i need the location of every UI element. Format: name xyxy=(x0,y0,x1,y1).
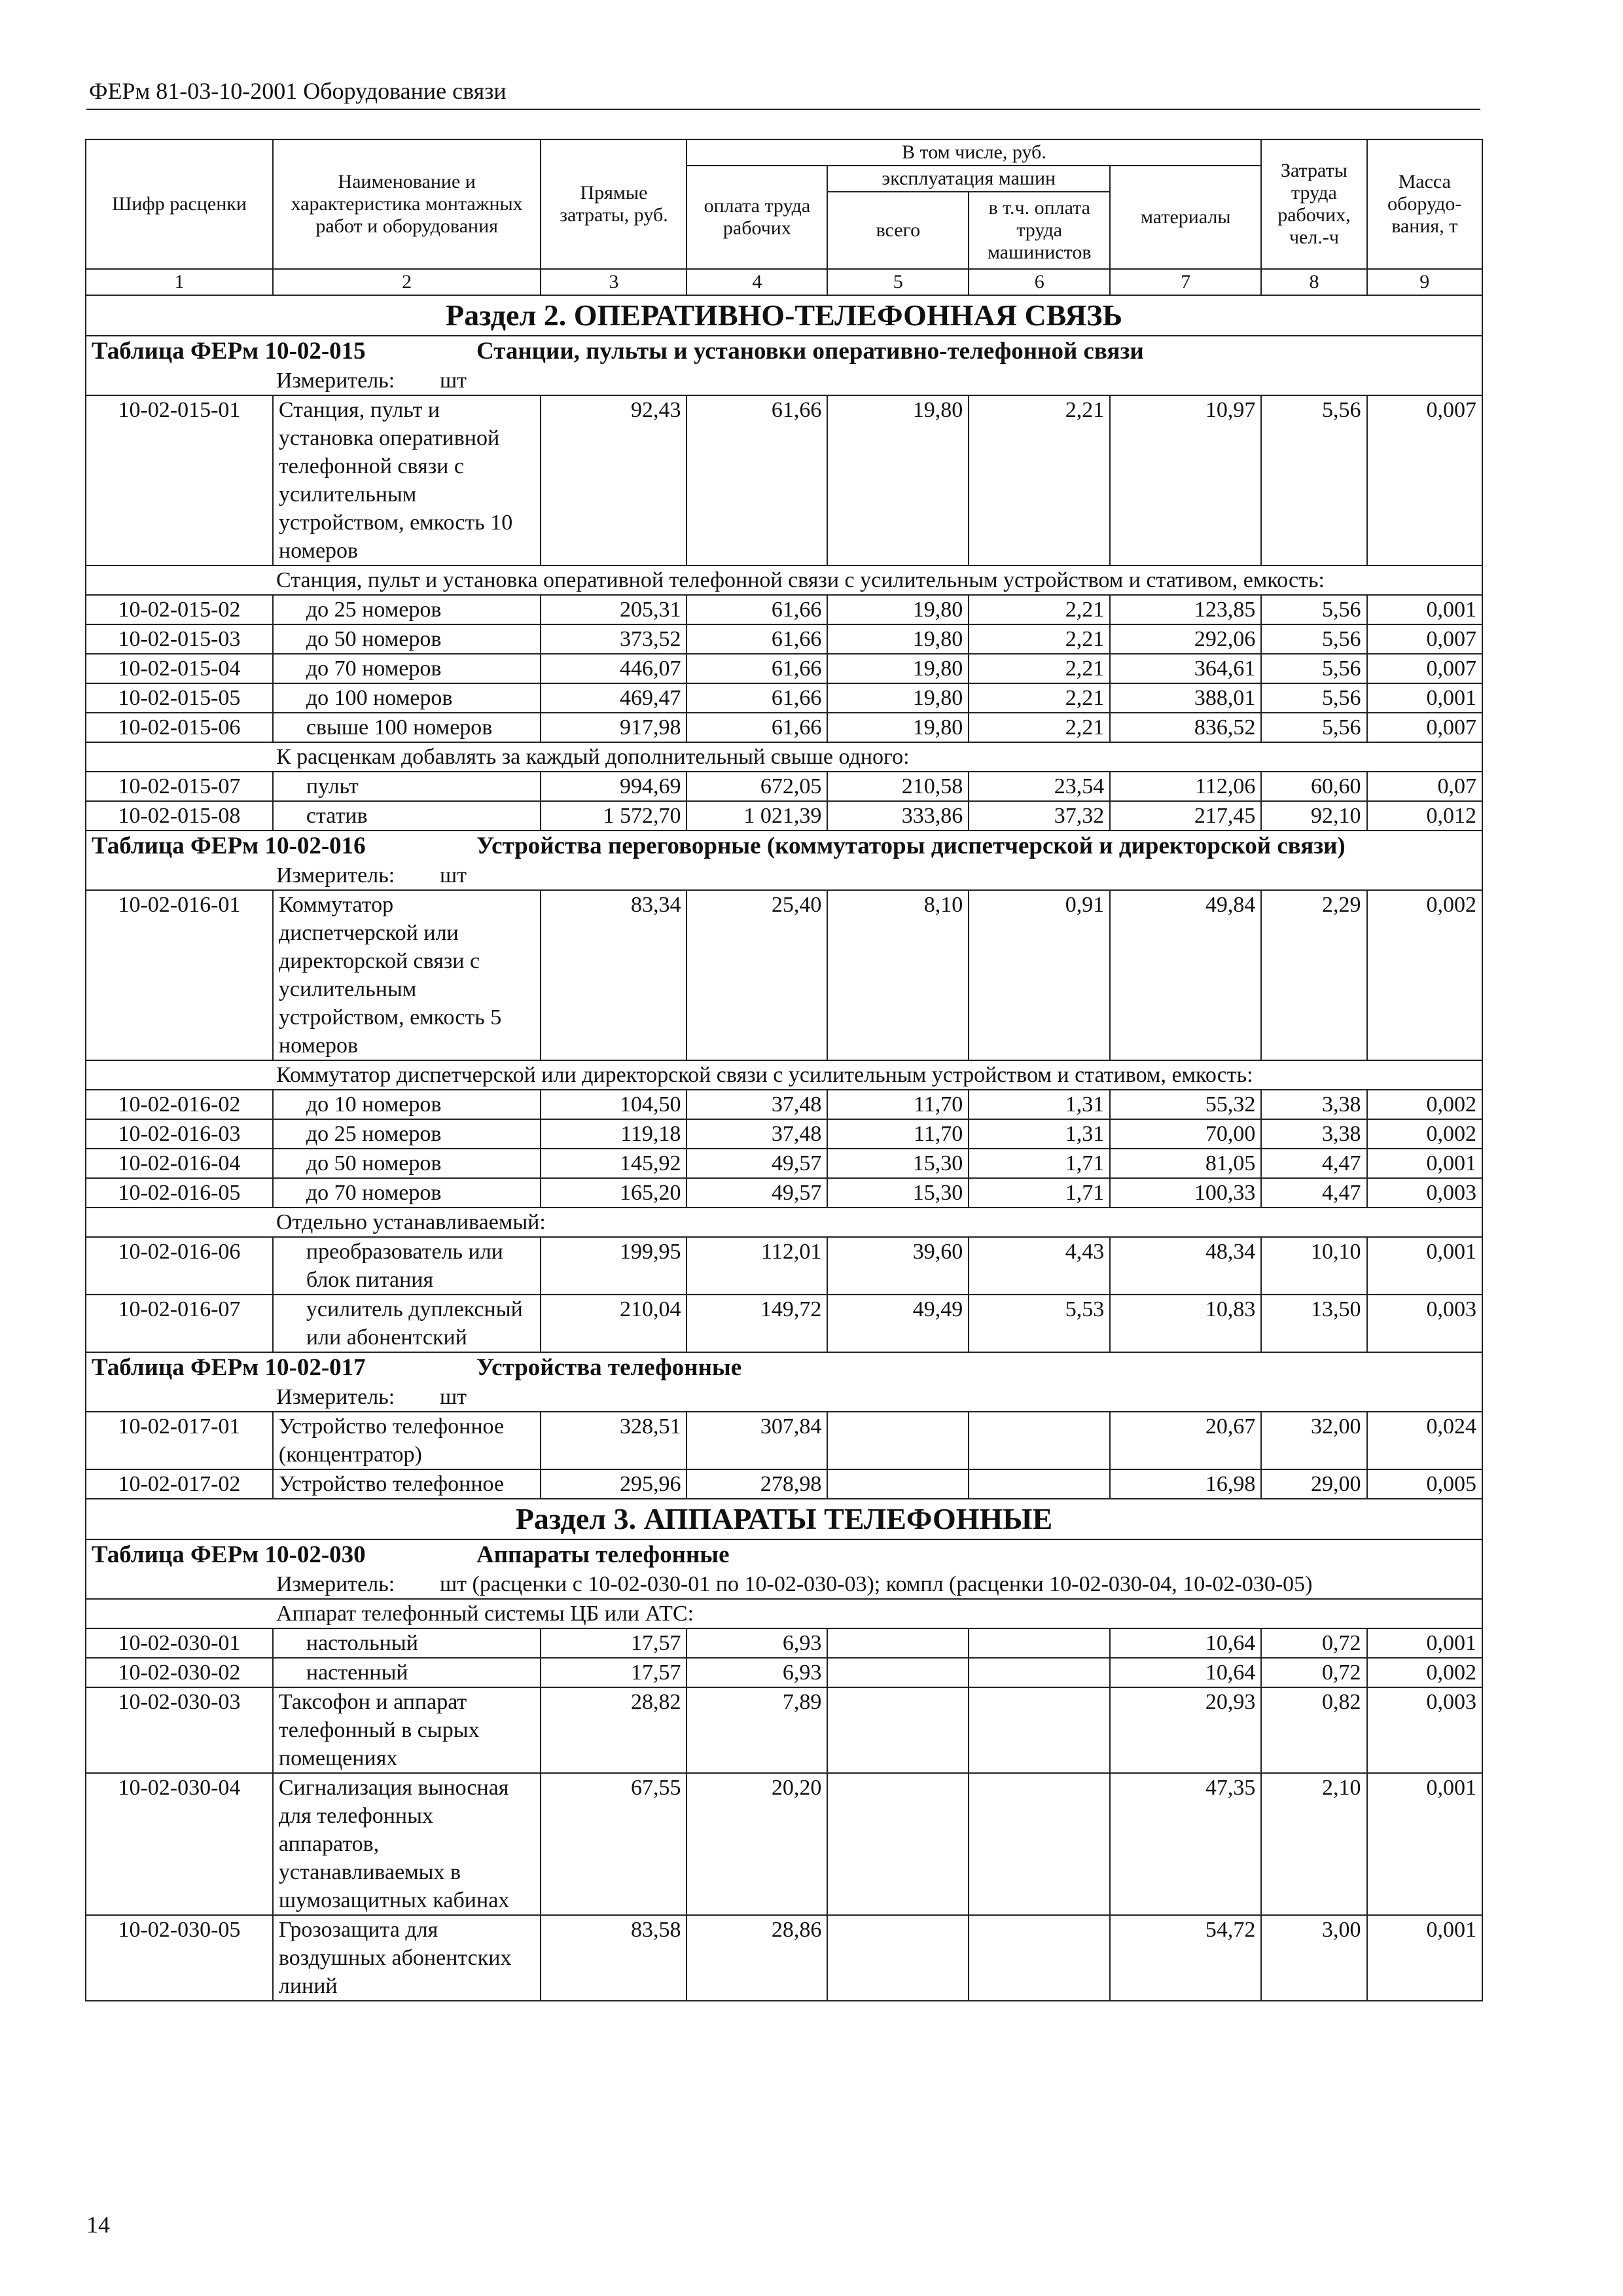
rate-name: до 70 номеров xyxy=(273,1178,541,1208)
direct-costs: 119,18 xyxy=(541,1119,687,1149)
machines-total: 15,30 xyxy=(827,1149,969,1178)
operator-pay xyxy=(969,1658,1110,1687)
table-description: Аппараты телефонные xyxy=(476,1541,730,1568)
col-number: 6 xyxy=(969,269,1110,295)
labor-cost: 60,60 xyxy=(1261,772,1366,801)
unit-value: шт (расценки с 10-02-030-01 по 10-02-030-03); компл (расценки 10-02-030-04, 10-02-030-05) xyxy=(440,1572,1313,1596)
machines-total: 19,80 xyxy=(827,713,969,742)
materials: 55,32 xyxy=(1110,1090,1261,1119)
table-row xyxy=(86,1412,1482,1469)
table-row xyxy=(86,1237,1482,1295)
worker-pay: 61,66 xyxy=(687,713,827,742)
direct-costs: 83,58 xyxy=(541,1915,687,2001)
machines-total: 8,10 xyxy=(827,890,969,1060)
labor-cost: 4,47 xyxy=(1261,1178,1366,1208)
labor-cost: 3,38 xyxy=(1261,1090,1366,1119)
table-row xyxy=(86,624,1482,654)
machines-total xyxy=(827,1687,969,1773)
table-row xyxy=(86,713,1482,742)
worker-pay: 28,86 xyxy=(687,1915,827,2001)
worker-pay: 278,98 xyxy=(687,1469,827,1499)
direct-costs: 917,98 xyxy=(541,713,687,742)
rate-code: 10-02-015-05 xyxy=(86,683,273,713)
note-row xyxy=(86,1599,1482,1628)
rate-name: Устройство телефонное (концентратор) xyxy=(273,1412,541,1469)
col-number: 5 xyxy=(827,269,969,295)
worker-pay: 6,93 xyxy=(687,1628,827,1658)
materials: 292,06 xyxy=(1110,624,1261,654)
direct-costs: 205,31 xyxy=(541,595,687,624)
operator-pay: 0,91 xyxy=(969,890,1110,1060)
table-row xyxy=(86,890,1482,1060)
worker-pay: 49,57 xyxy=(687,1178,827,1208)
table-header-row xyxy=(86,1352,1482,1383)
rate-name: Устройство телефонное xyxy=(273,1469,541,1499)
direct-costs: 17,57 xyxy=(541,1658,687,1687)
page-number: 14 xyxy=(86,2212,110,2238)
materials: 48,34 xyxy=(1110,1237,1261,1295)
mass: 0,003 xyxy=(1367,1295,1482,1352)
hdr-direct-costs: Прямые затраты, руб. xyxy=(541,139,687,269)
operator-pay: 37,32 xyxy=(969,801,1110,831)
rate-code: 10-02-015-06 xyxy=(86,713,273,742)
hdr-name: Наименование и характеристика монтажных работ и оборудования xyxy=(273,139,541,269)
unit-value: шт xyxy=(440,863,467,888)
machines-total: 19,80 xyxy=(827,395,969,565)
col-number: 7 xyxy=(1110,269,1261,295)
operator-pay: 1,71 xyxy=(969,1178,1110,1208)
direct-costs: 469,47 xyxy=(541,683,687,713)
operator-pay: 4,43 xyxy=(969,1237,1110,1295)
operator-pay xyxy=(969,1915,1110,2001)
direct-costs: 328,51 xyxy=(541,1412,687,1469)
mass: 0,012 xyxy=(1367,801,1482,831)
operator-pay: 2,21 xyxy=(969,595,1110,624)
rate-code: 10-02-015-07 xyxy=(86,772,273,801)
materials: 16,98 xyxy=(1110,1469,1261,1499)
rate-code: 10-02-016-01 xyxy=(86,890,273,1060)
operator-pay: 23,54 xyxy=(969,772,1110,801)
materials: 364,61 xyxy=(1110,654,1261,683)
labor-cost: 32,00 xyxy=(1261,1412,1366,1469)
mass: 0,007 xyxy=(1367,654,1482,683)
operator-pay: 2,21 xyxy=(969,713,1110,742)
materials: 112,06 xyxy=(1110,772,1261,801)
table-row xyxy=(86,595,1482,624)
direct-costs: 1 572,70 xyxy=(541,801,687,831)
table-description: Устройства телефонные xyxy=(476,1354,742,1381)
operator-pay: 1,31 xyxy=(969,1090,1110,1119)
labor-cost: 10,10 xyxy=(1261,1237,1366,1295)
running-header: ФЕРм 81-03-10-2001 Оборудование связи xyxy=(89,78,507,104)
labor-cost: 0,82 xyxy=(1261,1687,1366,1773)
table-header-row xyxy=(86,336,1482,367)
materials: 20,67 xyxy=(1110,1412,1261,1469)
unit-label: Измеритель: xyxy=(276,368,395,393)
note-row xyxy=(86,742,1482,772)
operator-pay: 2,21 xyxy=(969,654,1110,683)
table-row xyxy=(86,1295,1482,1352)
rate-code: 10-02-030-04 xyxy=(86,1773,273,1915)
table-title: Таблица ФЕРм 10-02-017 xyxy=(92,1354,366,1381)
norm-table xyxy=(85,139,1483,2001)
direct-costs: 373,52 xyxy=(541,624,687,654)
labor-cost: 5,56 xyxy=(1261,683,1366,713)
labor-cost: 29,00 xyxy=(1261,1469,1366,1499)
rate-name: до 50 номеров xyxy=(273,624,541,654)
machines-total: 19,80 xyxy=(827,624,969,654)
worker-pay: 61,66 xyxy=(687,395,827,565)
worker-pay: 49,57 xyxy=(687,1149,827,1178)
unit-row xyxy=(86,1570,1482,1599)
operator-pay: 2,21 xyxy=(969,683,1110,713)
machines-total: 333,86 xyxy=(827,801,969,831)
machines-total xyxy=(827,1773,969,1915)
machines-total: 11,70 xyxy=(827,1090,969,1119)
labor-cost: 0,72 xyxy=(1261,1658,1366,1687)
machines-total xyxy=(827,1412,969,1469)
rate-name: до 100 номеров xyxy=(273,683,541,713)
operator-pay xyxy=(969,1412,1110,1469)
table-description: Устройства переговорные (коммутаторы диспетчерской и директорской связи) xyxy=(476,833,1346,859)
group-note: Коммутатор диспетчерской или директорской связи с усилительным устройством и стативом, емкость: xyxy=(86,1060,1482,1090)
rate-code: 10-02-016-03 xyxy=(86,1119,273,1149)
materials: 70,00 xyxy=(1110,1119,1261,1149)
direct-costs: 17,57 xyxy=(541,1628,687,1658)
operator-pay xyxy=(969,1687,1110,1773)
direct-costs: 28,82 xyxy=(541,1687,687,1773)
direct-costs: 210,04 xyxy=(541,1295,687,1352)
labor-cost: 5,56 xyxy=(1261,595,1366,624)
table-header-row xyxy=(86,1539,1482,1570)
rate-name: Коммутатор диспетчерской или директорской связи с усилительным устройством, емкость 5 номеров xyxy=(273,890,541,1060)
labor-cost: 92,10 xyxy=(1261,801,1366,831)
rate-code: 10-02-016-07 xyxy=(86,1295,273,1352)
machines-total: 49,49 xyxy=(827,1295,969,1352)
materials: 217,45 xyxy=(1110,801,1261,831)
table-row xyxy=(86,1773,1482,1915)
mass: 0,002 xyxy=(1367,890,1482,1060)
rate-name: усилитель дуплексный или абонентский xyxy=(273,1295,541,1352)
unit-row xyxy=(86,1383,1482,1412)
machines-total: 19,80 xyxy=(827,654,969,683)
table-row xyxy=(86,1178,1482,1208)
worker-pay: 112,01 xyxy=(687,1237,827,1295)
unit-value: шт xyxy=(440,1385,467,1409)
labor-cost: 2,29 xyxy=(1261,890,1366,1060)
materials: 123,85 xyxy=(1110,595,1261,624)
header-rule xyxy=(86,109,1480,110)
labor-cost: 5,56 xyxy=(1261,395,1366,565)
direct-costs: 994,69 xyxy=(541,772,687,801)
materials: 836,52 xyxy=(1110,713,1261,742)
unit-label: Измеритель: xyxy=(276,863,395,888)
labor-cost: 0,72 xyxy=(1261,1628,1366,1658)
table-row xyxy=(86,801,1482,831)
machines-total: 39,60 xyxy=(827,1237,969,1295)
materials: 10,83 xyxy=(1110,1295,1261,1352)
table-row xyxy=(86,1469,1482,1499)
mass: 0,007 xyxy=(1367,395,1482,565)
mass: 0,007 xyxy=(1367,624,1482,654)
labor-cost: 5,56 xyxy=(1261,654,1366,683)
rate-name: до 25 номеров xyxy=(273,1119,541,1149)
operator-pay: 2,21 xyxy=(969,395,1110,565)
group-note: К расценкам добавлять за каждый дополнительный свыше одного: xyxy=(86,742,1482,772)
rate-name: до 25 номеров xyxy=(273,595,541,624)
col-number: 9 xyxy=(1367,269,1482,295)
machines-total xyxy=(827,1469,969,1499)
materials: 49,84 xyxy=(1110,890,1261,1060)
col-number: 3 xyxy=(541,269,687,295)
machines-total: 19,80 xyxy=(827,595,969,624)
section-title: Раздел 2. ОПЕРАТИВНО-ТЕЛЕФОННАЯ СВЯЗЬ xyxy=(86,295,1482,336)
rate-code: 10-02-030-05 xyxy=(86,1915,273,2001)
group-note: Отдельно устанавливаемый: xyxy=(86,1208,1482,1237)
table-title: Таблица ФЕРм 10-02-015 xyxy=(92,338,366,365)
direct-costs: 83,34 xyxy=(541,890,687,1060)
worker-pay: 61,66 xyxy=(687,654,827,683)
worker-pay: 37,48 xyxy=(687,1090,827,1119)
machines-total xyxy=(827,1628,969,1658)
worker-pay: 672,05 xyxy=(687,772,827,801)
table-row xyxy=(86,683,1482,713)
rate-code: 10-02-017-02 xyxy=(86,1469,273,1499)
worker-pay: 20,20 xyxy=(687,1773,827,1915)
table-row xyxy=(86,395,1482,565)
materials: 47,35 xyxy=(1110,1773,1261,1915)
mass: 0,002 xyxy=(1367,1119,1482,1149)
machines-total: 19,80 xyxy=(827,683,969,713)
mass: 0,003 xyxy=(1367,1178,1482,1208)
materials: 20,93 xyxy=(1110,1687,1261,1773)
rate-name: статив xyxy=(273,801,541,831)
labor-cost: 13,50 xyxy=(1261,1295,1366,1352)
mass: 0,001 xyxy=(1367,683,1482,713)
machines-total: 15,30 xyxy=(827,1178,969,1208)
rate-name: преобразователь или блок питания xyxy=(273,1237,541,1295)
rate-code: 10-02-015-02 xyxy=(86,595,273,624)
rate-name: Грозозащита для воздушных абонентских линий xyxy=(273,1915,541,2001)
machines-total xyxy=(827,1915,969,2001)
operator-pay xyxy=(969,1773,1110,1915)
rate-code: 10-02-016-05 xyxy=(86,1178,273,1208)
mass: 0,003 xyxy=(1367,1687,1482,1773)
table-title: Таблица ФЕРм 10-02-030 xyxy=(92,1541,366,1568)
hdr-mass: Масса оборудо-вания, т xyxy=(1367,139,1482,269)
mass: 0,001 xyxy=(1367,1237,1482,1295)
operator-pay xyxy=(969,1628,1110,1658)
rate-code: 10-02-015-03 xyxy=(86,624,273,654)
section-row xyxy=(86,295,1482,336)
labor-cost: 5,56 xyxy=(1261,713,1366,742)
unit-label: Измеритель: xyxy=(276,1572,395,1596)
materials: 100,33 xyxy=(1110,1178,1261,1208)
note-row xyxy=(86,565,1482,595)
machines-total: 210,58 xyxy=(827,772,969,801)
mass: 0,001 xyxy=(1367,1915,1482,2001)
note-row xyxy=(86,1060,1482,1090)
worker-pay: 25,40 xyxy=(687,890,827,1060)
col-number: 4 xyxy=(687,269,827,295)
hdr-machines: эксплуатация машин xyxy=(827,166,1110,192)
materials: 54,72 xyxy=(1110,1915,1261,2001)
hdr-worker-pay: оплата труда рабочих xyxy=(687,166,827,269)
col-number: 1 xyxy=(86,269,273,295)
machines-total: 11,70 xyxy=(827,1119,969,1149)
worker-pay: 307,84 xyxy=(687,1412,827,1469)
unit-value: шт xyxy=(440,368,467,393)
rate-name: пульт xyxy=(273,772,541,801)
mass: 0,001 xyxy=(1367,1628,1482,1658)
labor-cost: 3,38 xyxy=(1261,1119,1366,1149)
operator-pay: 5,53 xyxy=(969,1295,1110,1352)
mass: 0,024 xyxy=(1367,1412,1482,1469)
table-row xyxy=(86,1628,1482,1658)
worker-pay: 37,48 xyxy=(687,1119,827,1149)
mass: 0,001 xyxy=(1367,1773,1482,1915)
rate-code: 10-02-016-02 xyxy=(86,1090,273,1119)
operator-pay: 1,31 xyxy=(969,1119,1110,1149)
worker-pay: 7,89 xyxy=(687,1687,827,1773)
worker-pay: 6,93 xyxy=(687,1658,827,1687)
direct-costs: 199,95 xyxy=(541,1237,687,1295)
mass: 0,002 xyxy=(1367,1090,1482,1119)
materials: 10,64 xyxy=(1110,1658,1261,1687)
rate-code: 10-02-030-01 xyxy=(86,1628,273,1658)
worker-pay: 149,72 xyxy=(687,1295,827,1352)
table-row xyxy=(86,1119,1482,1149)
table-title: Таблица ФЕРм 10-02-016 xyxy=(92,833,366,859)
direct-costs: 145,92 xyxy=(541,1149,687,1178)
labor-cost: 4,47 xyxy=(1261,1149,1366,1178)
operator-pay xyxy=(969,1469,1110,1499)
table-row xyxy=(86,1658,1482,1687)
operator-pay: 2,21 xyxy=(969,624,1110,654)
direct-costs: 92,43 xyxy=(541,395,687,565)
mass: 0,002 xyxy=(1367,1658,1482,1687)
mass: 0,005 xyxy=(1367,1469,1482,1499)
table-row xyxy=(86,772,1482,801)
direct-costs: 67,55 xyxy=(541,1773,687,1915)
rate-name: настольный xyxy=(273,1628,541,1658)
rate-name: настенный xyxy=(273,1658,541,1687)
hdr-machines-total: всего xyxy=(827,192,969,269)
col-number: 2 xyxy=(273,269,541,295)
hdr-labor-cost: Затраты труда рабочих, чел.-ч xyxy=(1261,139,1366,269)
rate-name: до 10 номеров xyxy=(273,1090,541,1119)
labor-cost: 2,10 xyxy=(1261,1773,1366,1915)
materials: 81,05 xyxy=(1110,1149,1261,1178)
rate-name: свыше 100 номеров xyxy=(273,713,541,742)
mass: 0,001 xyxy=(1367,1149,1482,1178)
worker-pay: 1 021,39 xyxy=(687,801,827,831)
rate-code: 10-02-015-01 xyxy=(86,395,273,565)
direct-costs: 104,50 xyxy=(541,1090,687,1119)
rate-name: Станция, пульт и установка оперативной телефонной связи с усилительным устройством, емкость 10 номеров xyxy=(273,395,541,565)
materials: 388,01 xyxy=(1110,683,1261,713)
note-row xyxy=(86,1208,1482,1237)
group-note: Станция, пульт и установка оперативной телефонной связи с усилительным устройством и стативом, емкость: xyxy=(86,565,1482,595)
operator-pay: 1,71 xyxy=(969,1149,1110,1178)
unit-label: Измеритель: xyxy=(276,1385,395,1409)
hdr-operator-pay: в т.ч. оплата труда машинистов xyxy=(969,192,1110,269)
table-row xyxy=(86,1687,1482,1773)
machines-total xyxy=(827,1658,969,1687)
table-description: Станции, пульты и установки оперативно-телефонной связи xyxy=(476,338,1144,365)
rate-name: Сигнализация выносная для телефонных аппаратов, устанавливаемых в шумозащитных кабинах xyxy=(273,1773,541,1915)
rate-code: 10-02-030-03 xyxy=(86,1687,273,1773)
hdr-code: Шифр расценки xyxy=(86,139,273,269)
unit-row xyxy=(86,861,1482,890)
mass: 0,007 xyxy=(1367,713,1482,742)
rate-code: 10-02-015-04 xyxy=(86,654,273,683)
direct-costs: 165,20 xyxy=(541,1178,687,1208)
mass: 0,001 xyxy=(1367,595,1482,624)
mass: 0,07 xyxy=(1367,772,1482,801)
table-row xyxy=(86,654,1482,683)
direct-costs: 446,07 xyxy=(541,654,687,683)
rate-code: 10-02-016-06 xyxy=(86,1237,273,1295)
table-header-row xyxy=(86,831,1482,861)
worker-pay: 61,66 xyxy=(687,624,827,654)
rate-code: 10-02-015-08 xyxy=(86,801,273,831)
table-row xyxy=(86,1149,1482,1178)
group-note: Аппарат телефонный системы ЦБ или АТС: xyxy=(86,1599,1482,1628)
section-row xyxy=(86,1499,1482,1539)
direct-costs: 295,96 xyxy=(541,1469,687,1499)
hdr-materials: материалы xyxy=(1110,166,1261,269)
table-row xyxy=(86,1915,1482,2001)
col-number: 8 xyxy=(1261,269,1366,295)
table-row xyxy=(86,1090,1482,1119)
unit-row xyxy=(86,367,1482,395)
hdr-group-including: В том числе, руб. xyxy=(687,139,1261,166)
rate-code: 10-02-017-01 xyxy=(86,1412,273,1469)
rate-code: 10-02-016-04 xyxy=(86,1149,273,1178)
worker-pay: 61,66 xyxy=(687,595,827,624)
rate-name: до 50 номеров xyxy=(273,1149,541,1178)
labor-cost: 3,00 xyxy=(1261,1915,1366,2001)
labor-cost: 5,56 xyxy=(1261,624,1366,654)
materials: 10,97 xyxy=(1110,395,1261,565)
rate-name: Таксофон и аппарат телефонный в сырых помещениях xyxy=(273,1687,541,1773)
section-title: Раздел 3. АППАРАТЫ ТЕЛЕФОННЫЕ xyxy=(86,1499,1482,1539)
worker-pay: 61,66 xyxy=(687,683,827,713)
materials: 10,64 xyxy=(1110,1628,1261,1658)
rate-name: до 70 номеров xyxy=(273,654,541,683)
rate-code: 10-02-030-02 xyxy=(86,1658,273,1687)
